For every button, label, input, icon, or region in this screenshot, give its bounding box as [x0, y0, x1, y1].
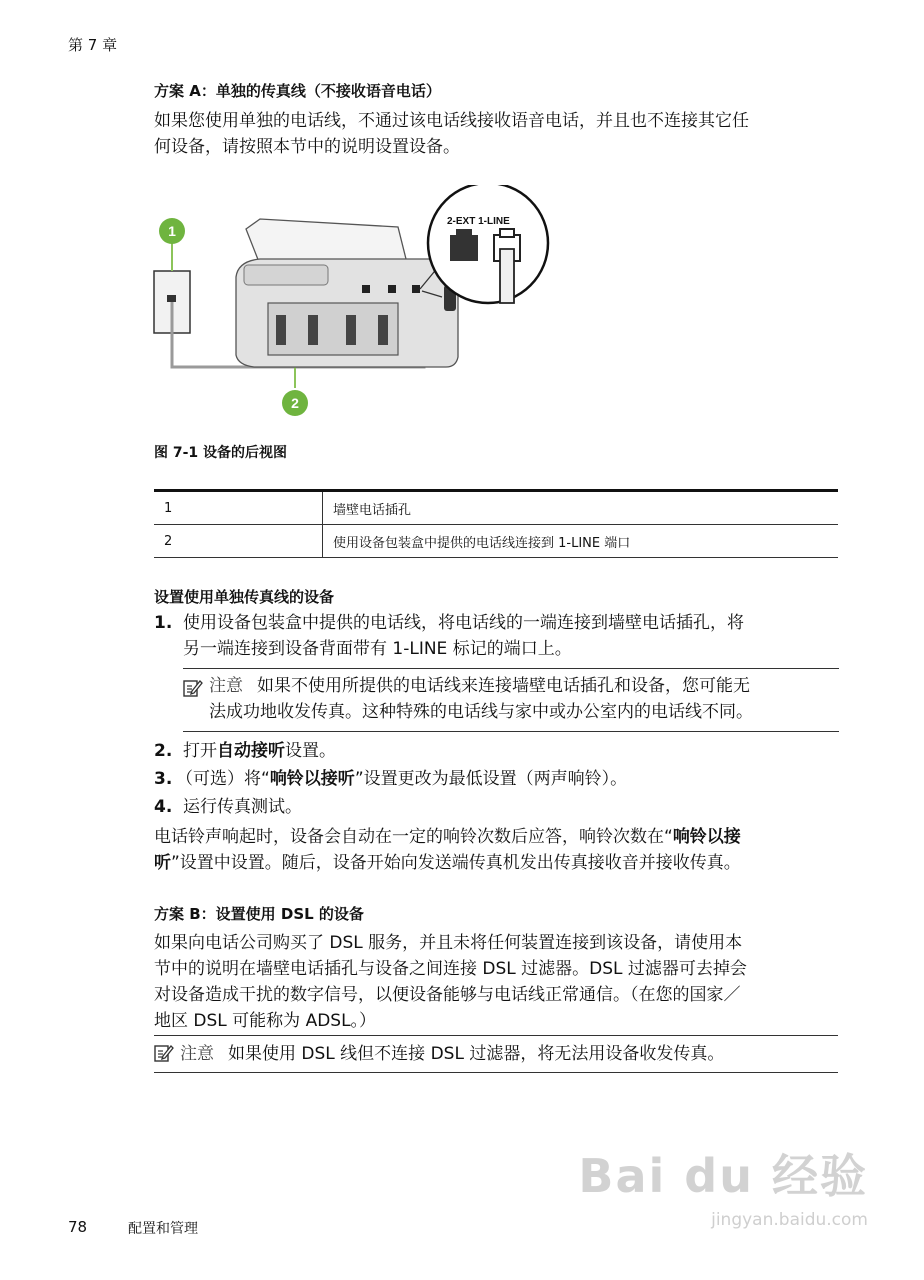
figure-legend-table — [154, 489, 838, 558]
step-number: 4. — [154, 797, 173, 817]
watermark-brand: Bai du 经验 — [578, 1149, 868, 1203]
ext-port-icon — [450, 235, 478, 261]
para-text: ”设置中设置。随后，设备开始向发送端传真机发出传真接收音并接收传真。 — [171, 853, 741, 873]
para-line: 如果向电话公司购买了 DSL 服务，并且未将任何装置连接到该设备，请使用本 — [154, 933, 743, 953]
rear-view-figure — [150, 185, 570, 435]
step-4-text: 运行传真测试。 — [183, 797, 302, 817]
step-text-part: 设置。 — [285, 741, 336, 761]
setting-name: 响铃以接听 — [269, 769, 355, 789]
step-line: 使用设备包装盒中提供的电话线，将电话线的一端连接到墙壁电话插孔，将 — [183, 613, 744, 633]
chapter-label: 第 7 章 — [68, 36, 118, 54]
baidu-watermark — [578, 1140, 868, 1230]
after-steps-paragraph — [154, 824, 844, 876]
para-line: 节中的说明在墙壁电话插孔与设备之间连接 DSL 过滤器。DSL 过滤器可去掉会 — [154, 959, 747, 979]
step-3-text — [176, 766, 836, 792]
line-plug — [500, 249, 514, 303]
printer-line-port — [412, 285, 420, 293]
callout-2-text: 2 — [291, 395, 299, 411]
intro-line: 何设备，请按照本节中的说明设置设备。 — [154, 137, 460, 157]
printer-diagram — [150, 185, 570, 435]
setting-name: 听 — [154, 853, 171, 873]
note-label: 注意 — [180, 1044, 214, 1064]
table-row — [154, 525, 838, 558]
figure-caption: 图 7-1 设备的后视图 — [154, 445, 288, 461]
step-text-part: ”设置更改为最低设置（两声响铃）。 — [354, 769, 628, 789]
step-number: 3. — [154, 769, 173, 789]
para-line: 对设备造成干扰的数字信号，以便设备能够与电话线正常通信。（在您的国家／ — [154, 985, 741, 1005]
legend-num: 2 — [154, 525, 323, 558]
step-1-text — [183, 610, 843, 662]
note-text: 如果使用 DSL 线但不连接 DSL 过滤器，将无法用设备收发传真。 — [228, 1044, 725, 1064]
legend-num: 1 — [154, 491, 323, 525]
note-pencil-icon — [183, 678, 203, 706]
section-a-intro — [154, 108, 844, 160]
printer-power-port — [362, 285, 370, 293]
step-text-part: 打开 — [183, 741, 217, 761]
section-b-paragraph — [154, 930, 844, 1034]
step-line: 另一端连接到设备背面带有 1-LINE 标记的端口上。 — [183, 639, 572, 659]
step-number: 2. — [154, 741, 173, 761]
para-line: 地区 DSL 可能称为 ADSL。） — [154, 1011, 377, 1031]
step-2-text — [183, 738, 843, 764]
setup-title: 设置使用单独传真线的设备 — [154, 588, 335, 606]
table-row — [154, 491, 838, 525]
note-pencil-icon — [154, 1043, 174, 1071]
setup-steps — [154, 610, 844, 840]
port-labels: 2-EXT 1-LINE — [447, 216, 510, 227]
note-2 — [154, 1035, 838, 1073]
para-text: 电话铃声响起时，设备会自动在一定的响铃次数后应答，响铃次数在“ — [154, 827, 673, 847]
legend-text: 使用设备包装盒中提供的电话线连接到 1-LINE 端口 — [323, 525, 839, 558]
callout-1-text: 1 — [168, 223, 176, 239]
intro-line: 如果您使用单独的电话线，不通过该电话线接收语音电话，并且也不连接其它任 — [154, 111, 749, 131]
setting-name: 响铃以接 — [672, 827, 741, 847]
page-number: 78 — [68, 1218, 88, 1236]
step-text-part: （可选）将“ — [176, 769, 270, 789]
wall-jack-port — [167, 295, 176, 302]
footer-title: 配置和管理 — [128, 1221, 198, 1237]
port-zoom-circle — [428, 185, 548, 303]
setting-name: 自动接听 — [217, 741, 285, 761]
step-number: 1. — [154, 613, 173, 633]
printer-ext-port — [388, 285, 396, 293]
note-1 — [183, 668, 839, 732]
section-a-title: 方案 A：单独的传真线（不接收语音电话） — [154, 82, 441, 100]
section-b-title: 方案 B：设置使用 DSL 的设备 — [154, 905, 364, 923]
note-label: 注意 — [209, 676, 243, 696]
note-text: 法成功地收发传真。这种特殊的电话线与家中或办公室内的电话线不同。 — [209, 702, 753, 722]
watermark-url: jingyan.baidu.com — [711, 1210, 868, 1230]
legend-text: 墙壁电话插孔 — [323, 491, 839, 525]
note-text: 如果不使用所提供的电话线来连接墙壁电话插孔和设备，您可能无 — [257, 676, 750, 696]
printer-top-ledge — [244, 265, 328, 285]
